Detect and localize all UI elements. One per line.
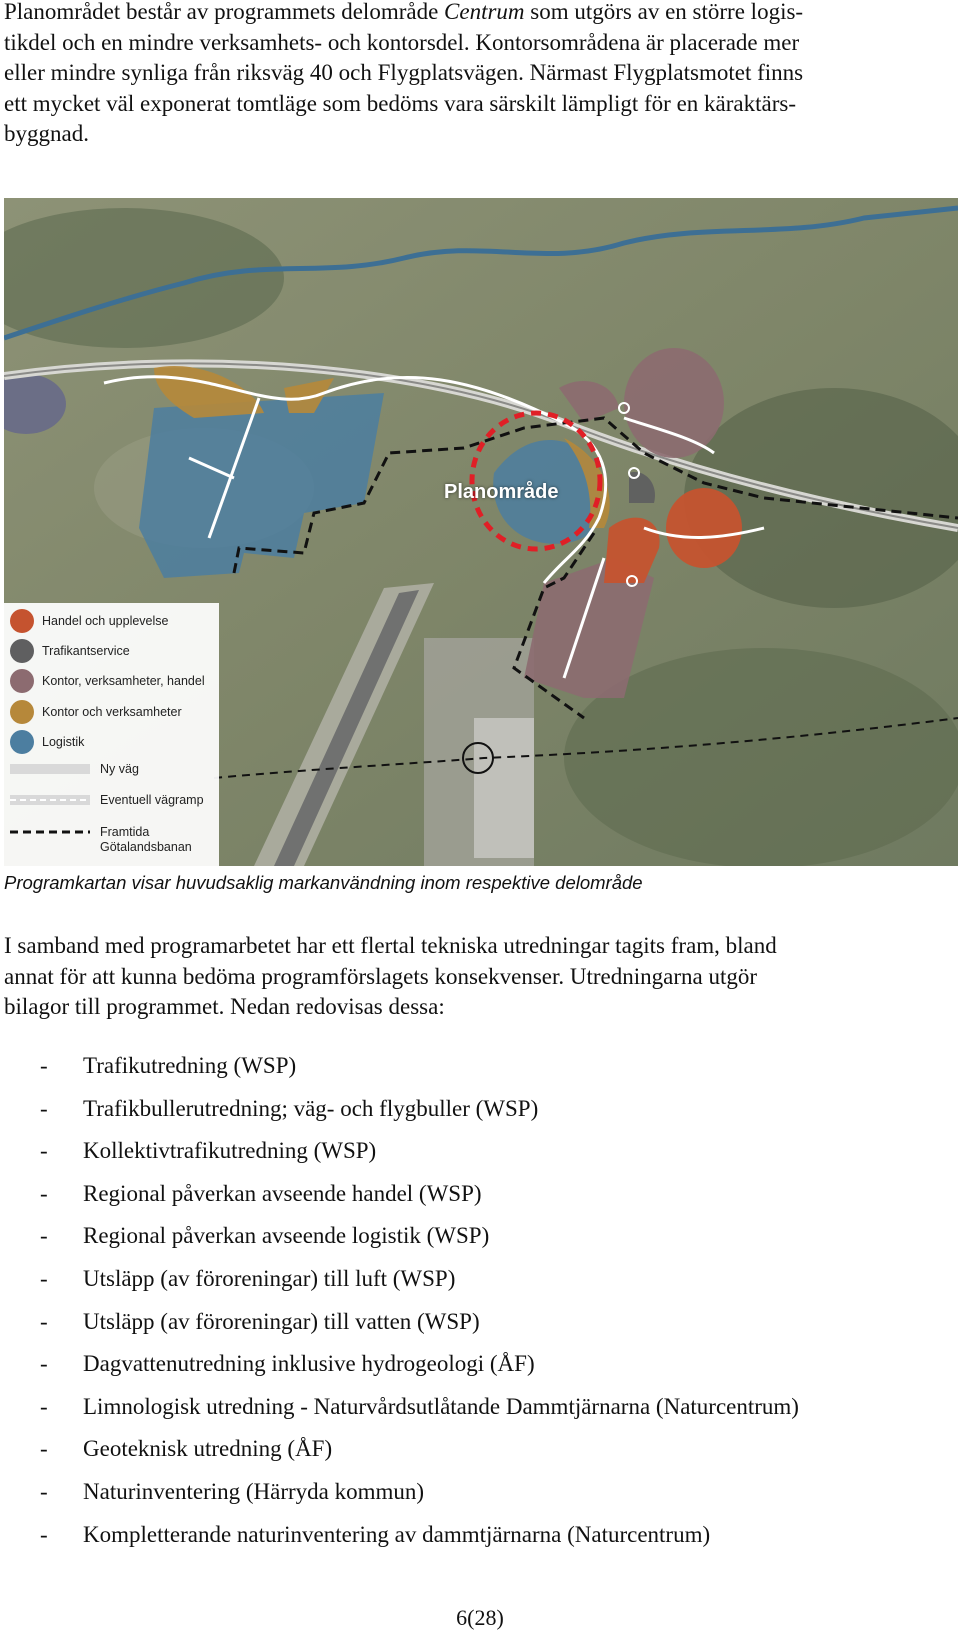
legend-item-ny-vag: Ny väg [10,762,139,776]
list-item: - Utsläpp (av föroreningar) till vatten (WSP) [40,1308,480,1334]
list-item: - Geoteknisk utredning (ÅF) [40,1436,333,1462]
planomrade-label: Planområde [444,481,559,503]
list-item: - Trafikbullerutredning; väg- och flygbuller (WSP) [40,1095,539,1121]
legend-swatch-trafikantservice [10,639,34,663]
list-item: - Regional påverkan avseende handel (WSP) [40,1180,482,1206]
legend-line-ny-vag [10,762,90,776]
reports-intro-paragraph [4,931,956,1023]
legend-swatch-handel [10,609,34,633]
legend-line-vagramp [10,793,90,807]
intro-line-4: ett mycket väl exponerat tomtläge som bedöms vara särskilt lämpligt för en käraktärs- [4,90,796,116]
legend-swatch-logistik [10,730,34,754]
legend-item-kontor-verksamheter-handel: Kontor, verksamheter, handel [10,669,205,693]
program-map [4,198,958,866]
legend-item-vagramp: Eventuell vägramp [10,793,204,807]
centrum-emphasis: Centrum [444,0,525,24]
list-item: - Trafikutredning (WSP) [40,1053,297,1078]
list-item: - Kollektivtrafikutredning (WSP) [40,1138,377,1164]
list-item: - Regional påverkan avseende logistik (WSP) [40,1223,490,1249]
legend-line-gotalandsbanan [10,825,90,839]
map-caption: Programkartan visar huvudsaklig markanvändning inom respektive delområde [4,872,643,893]
intro-line-2: tikdel och en mindre verksamhets- och kontorsdel. Kontorsområdena är placerade mer [4,29,800,55]
legend-item-trafikantservice: Trafikantservice [10,639,130,663]
map-legend [4,603,219,866]
legend-item-gotalandsbanan: Framtida Götalandsbanan [10,825,192,855]
intro-line-3: eller mindre synliga från riksväg 40 och Flygplatsvägen. Närmast Flygplatsmotet finns [4,60,804,85]
list-item: - Utsläpp (av föroreningar) till luft (WSP) [40,1265,456,1291]
page-number: 6(28) [456,1605,504,1630]
list-item: - Naturinventering (Härryda kommun) [40,1478,425,1504]
para2-line-2: annat för att kunna bedöma programförslagets konsekvenser. Utredningarna utgör [4,963,758,989]
intro-paragraph [4,0,956,150]
legend-swatch-kontor-verksamheter [10,700,34,724]
list-item: - Limnologisk utredning - Naturvårdsutlåtande Dammtjärnarna (Naturcentrum) [40,1393,799,1419]
legend-item-handel: Handel och upplevelse [10,609,168,633]
legend-swatch-kontor-verksamheter-handel [10,669,34,693]
para2-line-3: bilagor till programmet. Nedan redovisas dessa: [4,994,445,1019]
legend-item-logistik: Logistik [10,730,84,754]
intro-line-1: Planområdet består av programmets delområde Centrum som utgörs av en större logis- [4,0,804,24]
intro-line-5: byggnad. [4,121,89,146]
list-item: - Kompletterande naturinventering av dammtjärnarna (Naturcentrum) [40,1521,711,1547]
list-item: - Dagvattenutredning inklusive hydrogeologi (ÅF) [40,1351,535,1377]
legend-item-kontor-verksamheter: Kontor och verksamheter [10,700,182,724]
para2-line-1: I samband med programarbetet har ett flertal tekniska utredningar tagits fram, bland [4,933,777,958]
reports-list [40,1053,799,1564]
